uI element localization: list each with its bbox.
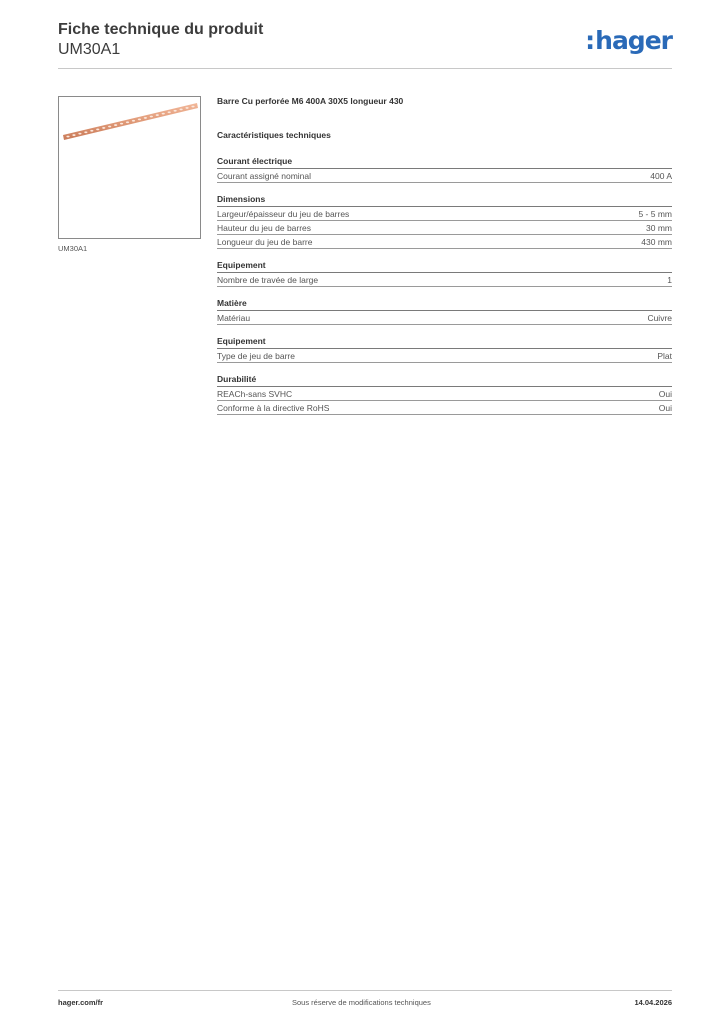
spec-group <box>217 335 672 363</box>
group-title: Courant électrique <box>217 155 672 169</box>
spec-value: Cuivre <box>647 313 672 323</box>
perforation-hole <box>179 108 182 110</box>
spec-label: Nombre de travée de large <box>217 275 319 285</box>
group-title: Dimensions <box>217 193 672 207</box>
specs-heading: Caractéristiques techniques <box>217 130 331 140</box>
spec-value: 5 - 5 mm <box>638 209 672 219</box>
footer-website[interactable]: hager.com/fr <box>58 998 104 1007</box>
spec-group <box>217 297 672 325</box>
spec-group <box>217 193 672 249</box>
spec-value: Plat <box>657 351 672 361</box>
spec-row <box>217 401 672 415</box>
logo-text: hager <box>595 26 672 55</box>
header-divider <box>58 68 672 69</box>
perforation-hole <box>132 120 135 122</box>
page-title: Fiche technique du produit <box>58 21 264 38</box>
spec-value: 400 A <box>650 171 672 181</box>
spec-label: Hauteur du jeu de barres <box>217 223 312 233</box>
spec-value: Oui <box>658 389 672 399</box>
perforation-hole <box>156 114 159 116</box>
perforation-hole <box>78 133 81 135</box>
spec-label: Matériau <box>217 313 251 323</box>
spec-label: Courant assigné nominal <box>217 171 312 181</box>
perforation-hole <box>191 106 194 108</box>
page-header <box>58 20 672 70</box>
spec-row <box>217 273 672 287</box>
footer-divider <box>58 990 672 991</box>
perforation-hole <box>120 123 123 125</box>
spec-row <box>217 221 672 235</box>
spec-label: Longueur du jeu de barre <box>217 237 313 247</box>
perforation-hole <box>90 130 93 132</box>
spec-value: 430 mm <box>641 237 672 247</box>
spec-group <box>217 155 672 183</box>
perforation-hole <box>185 107 188 109</box>
group-title: Matière <box>217 297 672 311</box>
perforation-hole <box>108 126 111 128</box>
spec-value: Oui <box>658 403 672 413</box>
perforation-hole <box>84 131 87 133</box>
spec-sheet <box>217 95 672 425</box>
product-description: Barre Cu perforée M6 400A 30X5 longueur 430 <box>217 96 404 106</box>
group-title: Durabilité <box>217 373 672 387</box>
spec-row <box>217 349 672 363</box>
perforation-hole <box>96 128 99 130</box>
perforation-hole <box>150 116 153 118</box>
spec-row <box>217 235 672 249</box>
logo-mark: : <box>585 26 595 55</box>
perforation-hole <box>144 117 147 119</box>
perforation-hole <box>138 118 141 120</box>
spec-label: Type de jeu de barre <box>217 351 295 361</box>
perforation-hole <box>174 110 177 112</box>
copper-busbar-image <box>59 97 202 240</box>
group-title: Equipement <box>217 335 672 349</box>
perforation-hole <box>168 111 171 113</box>
perforation-hole <box>162 113 165 115</box>
spec-label: REACh-sans SVHC <box>217 389 293 399</box>
spec-row <box>217 311 672 325</box>
perforation-hole <box>114 124 117 126</box>
hager-logo <box>585 26 672 55</box>
image-caption: UM30A1 <box>58 244 88 253</box>
spec-row <box>217 387 672 401</box>
footer-date: 14.04.2026 <box>634 998 672 1007</box>
spec-label: Conforme à la directive RoHS <box>217 403 330 413</box>
spec-label: Largeur/épaisseur du jeu de barres <box>217 209 350 219</box>
product-code: UM30A1 <box>58 41 121 58</box>
spec-group <box>217 259 672 287</box>
perforation-hole <box>102 127 105 129</box>
spec-value: 1 <box>667 275 672 285</box>
footer-notice: Sous réserve de modifications techniques <box>292 998 431 1007</box>
spec-value: 30 mm <box>646 223 672 233</box>
group-title: Equipement <box>217 259 672 273</box>
perforation-hole <box>66 136 69 138</box>
spec-row <box>217 169 672 183</box>
spec-row <box>217 207 672 221</box>
perforation-hole <box>126 121 129 123</box>
perforation-hole <box>72 134 75 136</box>
spec-group <box>217 373 672 415</box>
product-image <box>58 96 201 239</box>
